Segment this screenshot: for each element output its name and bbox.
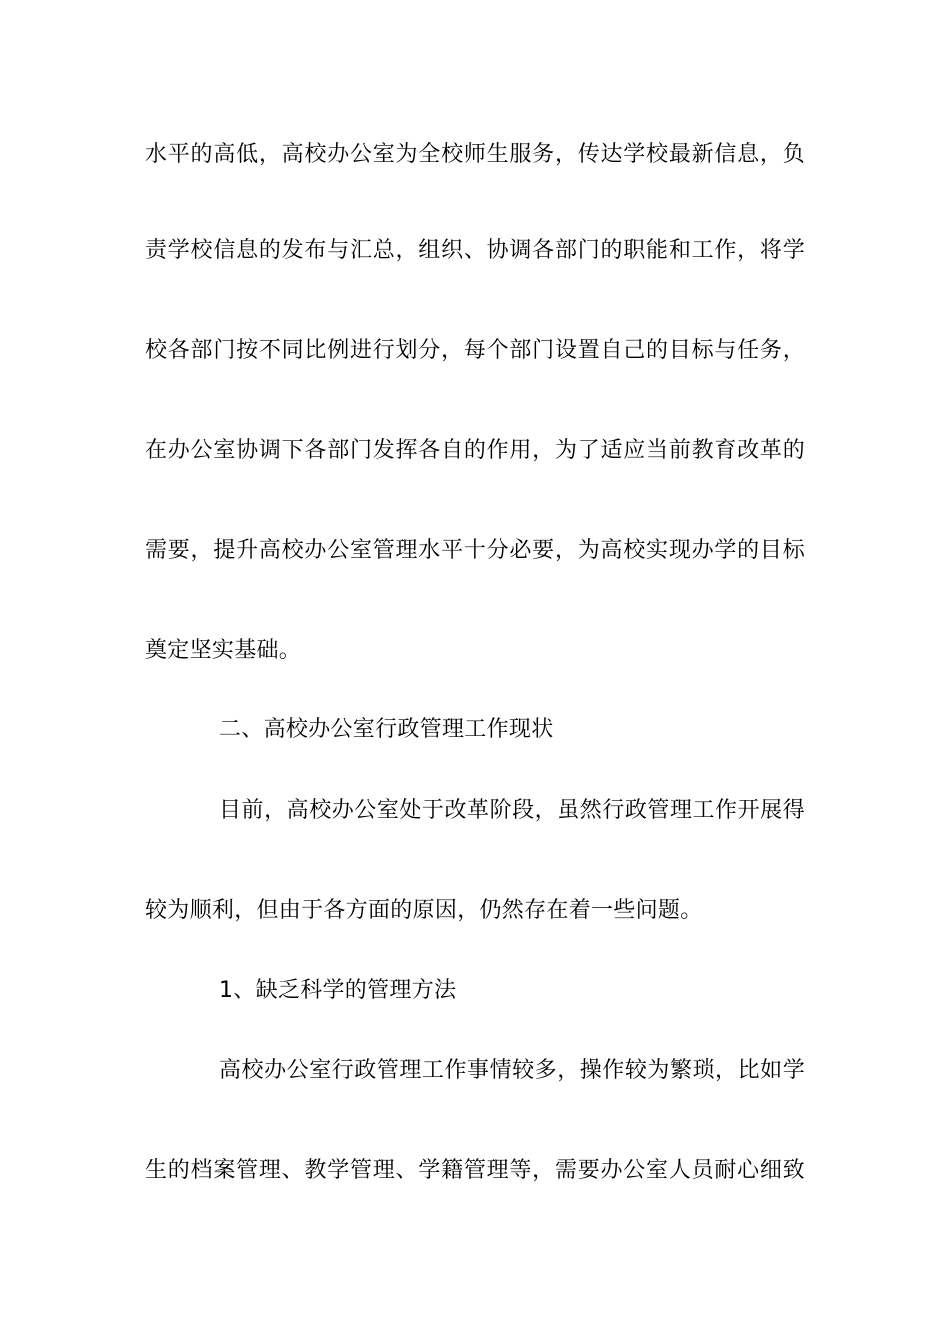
paragraph-line: 责学校信息的发布与汇总，组织、协调各部门的职能和工作，将学 <box>145 238 805 263</box>
subsection-heading: 1、缺乏科学的管理方法 <box>219 978 457 1003</box>
paragraph-line: 需要，提升高校办公室管理水平十分必要，为高校实现办学的目标 <box>145 538 805 563</box>
paragraph-line: 高校办公室行政管理工作事情较多，操作较为繁琐，比如学 <box>219 1058 805 1083</box>
paragraph-line: 校各部门按不同比例进行划分，每个部门设置自己的目标与任务， <box>145 338 805 363</box>
paragraph-line: 在办公室协调下各部门发挥各自的作用，为了适应当前教育改革的 <box>145 438 805 463</box>
paragraph-line: 较为顺利，但由于各方面的原因，仍然存在着一些问题。 <box>145 898 703 923</box>
paragraph-line: 水平的高低，高校办公室为全校师生服务，传达学校最新信息，负 <box>145 142 805 167</box>
paragraph-line: 目前，高校办公室处于改革阶段，虽然行政管理工作开展得 <box>219 798 805 823</box>
section-heading: 二、高校办公室行政管理工作现状 <box>219 717 554 742</box>
paragraph-line: 奠定坚实基础。 <box>145 638 302 663</box>
paragraph-line: 生的档案管理、教学管理、学籍管理等，需要办公室人员耐心细致 <box>145 1158 805 1183</box>
